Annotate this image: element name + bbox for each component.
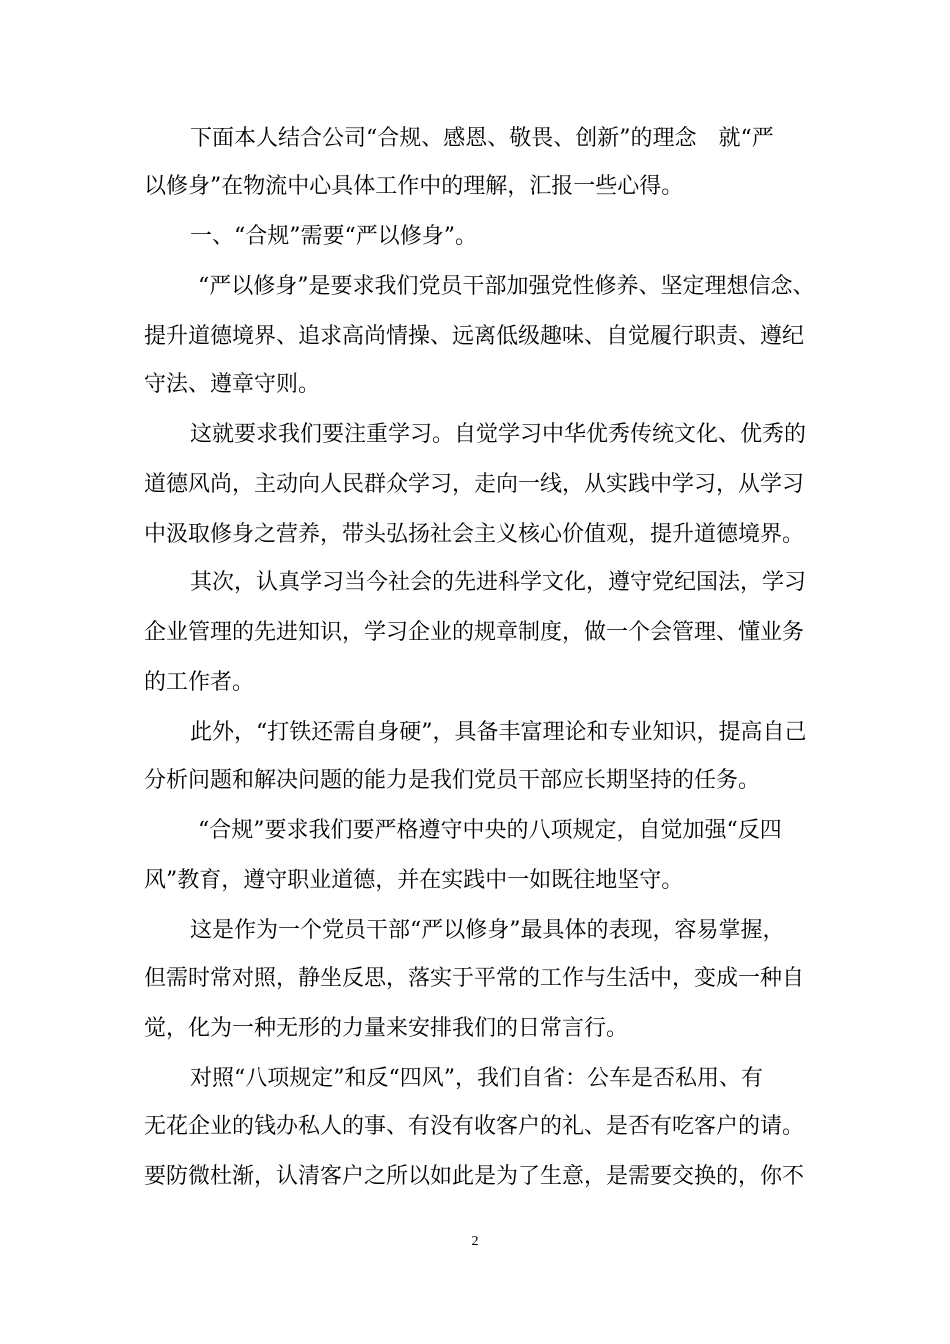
text-line: 但需时常对照，静坐反思，落实于平常的工作与生活中，变成一种自 <box>144 966 805 991</box>
text-line: 道德风尚，主动向人民群众学习，走向一线，从实践中学习，从学习 <box>144 472 805 497</box>
text-line: 对照“八项规定”和反“四风”，我们自省：公车是否私用、有 <box>190 1066 763 1091</box>
text-line: 以修身”在物流中心具体工作中的理解，汇报一些心得。 <box>144 174 684 199</box>
text-line: 中汲取修身之营养，带头弘扬社会主义核心价值观，提升道德境界。 <box>144 522 805 547</box>
text-line: 守法、遵章守则。 <box>144 372 321 397</box>
text-line: 风”教育，遵守职业道德，并在实践中一如既往地坚守。 <box>144 868 684 893</box>
section-heading: 一、“合规”需要“严以修身”。 <box>190 224 477 249</box>
text-line: “严以修身”是要求我们党员干部加强党性修养、坚定理想信念、 <box>198 274 815 299</box>
text-line: “合规”要求我们要严格遵守中央的八项规定，自觉加强“反四 <box>198 818 782 843</box>
text-line: 这就要求我们要注重学习。自觉学习中华优秀传统文化、优秀的 <box>190 422 807 447</box>
page-number: 2 <box>471 1234 479 1249</box>
text-line: 其次，认真学习当今社会的先进科学文化，遵守党纪国法，学习 <box>190 570 807 595</box>
text-line: 下面本人结合公司“合规、感恩、敬畏、创新”的理念 就“严 <box>190 126 774 151</box>
text-line: 觉，化为一种无形的力量来安排我们的日常言行。 <box>144 1016 629 1041</box>
text-line: 分析问题和解决问题的能力是我们党员干部应长期坚持的任务。 <box>144 768 761 793</box>
text-line: 企业管理的先进知识，学习企业的规章制度，做一个会管理、懂业务 <box>144 620 805 645</box>
text-line: 的工作者。 <box>144 670 255 695</box>
text-line: 提升道德境界、追求高尚情操、远离低级趣味、自觉履行职责、遵纪 <box>144 324 805 349</box>
text-line: 要防微杜渐，认清客户之所以如此是为了生意，是需要交换的，你不 <box>144 1164 805 1189</box>
text-line: 此外，“打铁还需自身硬”，具备丰富理论和专业知识，提高自己 <box>190 720 807 745</box>
text-line: 无花企业的钱办私人的事、有没有收客户的礼、是否有吃客户的请。 <box>144 1114 805 1139</box>
text-line: 这是作为一个党员干部“严以修身”最具体的表现，容易掌握， <box>190 918 785 943</box>
